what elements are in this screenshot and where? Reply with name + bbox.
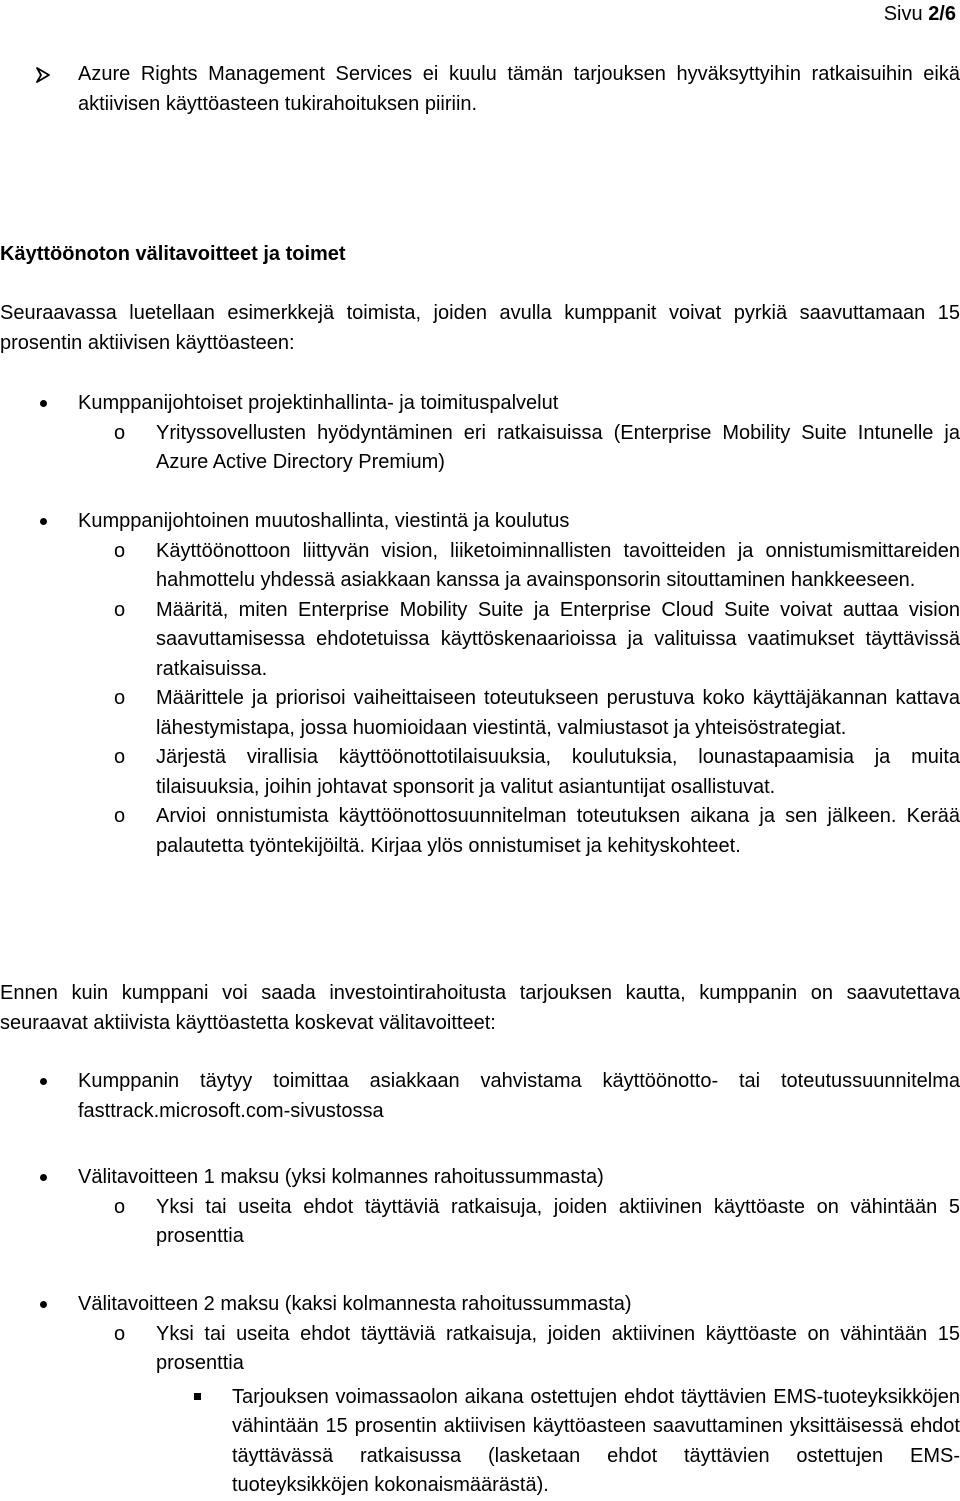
- sub-item-text: Arvioi onnistumista käyttöönottosuunnitelman toteutuksen aikana ja sen jälkeen. Kerää palautetta työntekijöiltä. Kirjaa ylös onnistumiset ja kehityskohteet.: [156, 805, 960, 857]
- square-bullet-icon: [190, 1383, 201, 1400]
- sub-bullet-icon: o: [114, 805, 126, 827]
- sub-bullet-icon: o: [114, 539, 126, 562]
- sub-item-text: Määritä, miten Enterprise Mobility Suite ja Enterprise Cloud Suite voivat auttaa vision saavuttamisessa ehdotetuissa käyttöskenaarioissa ja valituissa vaatimukset täyttävissä ratkaisuissa.: [156, 598, 960, 680]
- sub-sub-list-item: [0, 1383, 960, 1501]
- list-item: [0, 507, 960, 537]
- arrow-list-item: [0, 60, 960, 119]
- requirement-text: Kumppanin täytyy toimittaa asiakkaan vahvistama käyttöönotto- tai toteutussuunnitelma fasttrack.microsoft.com-sivustossa: [78, 1070, 960, 1122]
- sub-item-text: Yrityssovellusten hyödyntäminen eri ratkaisuissa (Enterprise Mobility Suite Intunelle ja Azure Active Directory Premium): [156, 421, 960, 473]
- payment-title: Välitavoitteen 1 maksu (yksi kolmannes rahoitussummasta): [78, 1166, 604, 1188]
- bullet-icon: [36, 1067, 47, 1085]
- group-project-management: [0, 389, 960, 478]
- bullet-icon: [36, 1163, 47, 1181]
- sub-list-item: [0, 1193, 960, 1252]
- bullet-icon: [36, 1290, 47, 1308]
- section-heading: Käyttöönoton välitavoitteet ja toimet: [0, 243, 346, 265]
- sub-item-text: Järjestä virallisia käyttöönottotilaisuuksia, koulutuksia, lounastapaamisia ja muita tilaisuuksia, joihin johtavat sponsorit ja valitut asiantuntijat osallistuvat.: [156, 746, 960, 798]
- sub-bullet-icon: o: [114, 1322, 126, 1345]
- list-item: [0, 1163, 960, 1193]
- page-number-value: 2/6: [928, 3, 956, 25]
- payment-title: Välitavoitteen 2 maksu (kaksi kolmannesta rahoitussummasta): [78, 1293, 632, 1315]
- sub-item-text: Määrittele ja priorisoi vaiheittaiseen toteutukseen perustuva koko käyttäjäkannan kattava lähestymistapa, jossa huomioidaan viestintä, valmiustasot ja yhteisöstrategiat.: [156, 687, 960, 739]
- sub-list-item: [0, 537, 960, 596]
- sub-bullet-icon: o: [114, 687, 126, 709]
- sub-bullet-icon: o: [114, 598, 126, 621]
- section-intro: Seuraavassa luetellaan esimerkkejä toimista, joiden avulla kumppanit voivat pyrkiä saavuttamaan 15 prosentin aktiivisen käyttöasteen:: [0, 302, 960, 354]
- arrow-bullet-icon: [36, 60, 50, 83]
- sub-list-item: [0, 1320, 960, 1379]
- sub-bullet-icon: o: [114, 746, 126, 768]
- payment-condition: Yksi tai useita ehdot täyttäviä ratkaisuja, joiden aktiivinen käyttöaste on vähintään 15 prosenttia: [156, 1322, 960, 1374]
- page-label: Sivu: [883, 3, 923, 25]
- sub-list-item: [0, 743, 960, 802]
- payment-detail: Tarjouksen voimassaolon aikana ostettujen ehdot täyttävien EMS-tuoteyksikköjen vähintään 15 prosentin aktiivisen käyttöasteen saavuttaminen yksittäisessä ehdot täyttävässä ratkaisussa (lasketaan ehdot täyttävien ostettujen EMS-tuoteyksikköjen kokonaismäärästä).: [232, 1385, 960, 1496]
- intro-note: [0, 60, 960, 119]
- milestone-payment-1: [0, 1163, 960, 1252]
- sub-item-text: Käyttöönottoon liittyvän vision, liiketoiminnallisten tavoitteiden ja onnistumismittareiden hahmottelu yhdessä asiakkaan kanssa ja avainsponsorin sitouttaminen hankkeeseen.: [156, 539, 960, 591]
- list-item: [0, 389, 960, 419]
- list-item: [0, 1067, 960, 1126]
- list-item: [0, 1290, 960, 1320]
- sub-list-item: [0, 596, 960, 685]
- sub-list-item: [0, 419, 960, 478]
- milestone-payment-2: [0, 1290, 960, 1501]
- payment-condition: Yksi tai useita ehdot täyttäviä ratkaisuja, joiden aktiivinen käyttöaste on vähintään 5 prosenttia: [156, 1195, 960, 1247]
- milestones-intro: Ennen kuin kumppani voi saada investointirahoitusta tarjouksen kautta, kumppanin on saavutettava seuraavat aktiivista käyttöastetta koskevat välitavoitteet:: [0, 982, 960, 1034]
- group-title: Kumppanijohtoiset projektinhallinta- ja toimituspalvelut: [78, 392, 559, 414]
- bullet-icon: [36, 389, 47, 407]
- bullet-icon: [36, 507, 47, 525]
- sub-bullet-icon: o: [114, 1195, 126, 1218]
- group-title: Kumppanijohtoinen muutoshallinta, viestintä ja koulutus: [78, 510, 570, 532]
- sub-bullet-icon: o: [114, 421, 126, 444]
- sub-list-item: [0, 684, 960, 743]
- intro-note-text: Azure Rights Management Services ei kuulu tämän tarjouksen hyväksyttyihin ratkaisuihin eikä aktiivisen käyttöasteen tukirahoituksen piiriin.: [78, 63, 960, 115]
- page-number: [884, 0, 956, 29]
- milestone-requirement: [0, 1067, 960, 1126]
- sub-list-item: [0, 802, 960, 861]
- group-change-management: [0, 507, 960, 861]
